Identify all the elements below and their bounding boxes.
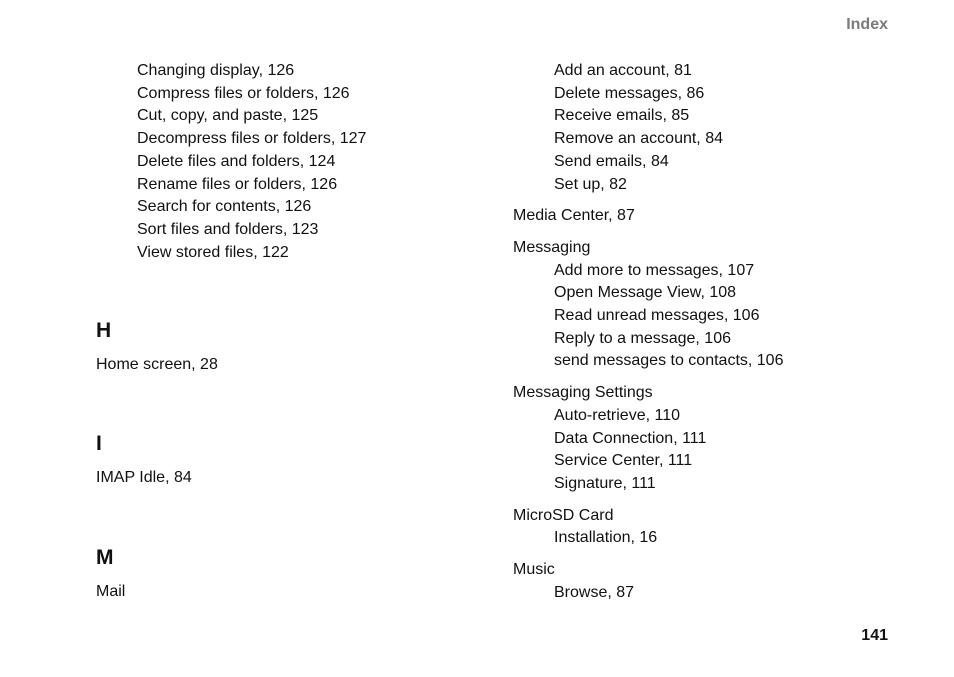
right-column	[513, 60, 893, 613]
section-letter: M	[96, 546, 114, 569]
section-m	[96, 545, 125, 604]
index-subentry: Read unread messages, 106	[554, 307, 760, 325]
section-i	[96, 431, 192, 490]
running-header: Index	[846, 16, 888, 33]
index-group-messaging	[513, 237, 893, 373]
section-h	[96, 318, 218, 377]
index-subentry: Set up, 82	[554, 175, 627, 193]
index-subentry: Remove an account, 84	[554, 130, 723, 148]
index-subentry: Compress files or folders, 126	[137, 84, 350, 102]
index-group-messaging-settings	[513, 382, 893, 496]
index-subentry: Reply to a message, 106	[554, 329, 731, 347]
index-subentry: Delete messages, 86	[554, 84, 705, 102]
index-subentry: Add an account, 81	[554, 62, 692, 79]
page-number: 141	[861, 627, 888, 644]
index-subentry: send messages to contacts, 106	[554, 352, 784, 370]
section-letter: H	[96, 319, 112, 342]
index-subentry: Installation, 16	[554, 529, 658, 547]
index-entry: Messaging Settings	[513, 384, 653, 402]
index-subentry: Auto-retrieve, 110	[554, 406, 680, 424]
index-subentry: Delete files and folders, 124	[137, 152, 336, 170]
index-subentry: Changing display, 126	[137, 62, 295, 79]
index-group-microsd-card	[513, 505, 893, 550]
index-entry: Home screen, 28	[96, 356, 218, 373]
index-subentry: Signature, 111	[554, 474, 656, 492]
index-subentry: Add more to messages, 107	[554, 261, 755, 279]
index-entry: Music	[513, 561, 555, 579]
index-group-media-center	[513, 205, 893, 228]
index-subentry: Open Message View, 108	[554, 284, 737, 302]
index-subentry: Search for contents, 126	[137, 198, 312, 216]
index-subentry: Sort files and folders, 123	[137, 220, 319, 238]
index-subentry: Service Center, 111	[554, 452, 693, 470]
index-entry: MicroSD Card	[513, 506, 614, 524]
left-column	[96, 60, 476, 264]
index-subentry: Decompress files or folders, 127	[137, 130, 367, 148]
index-subentry: Rename files or folders, 126	[137, 175, 338, 193]
index-entry: Messaging	[513, 238, 591, 256]
index-entry: Media Center, 87	[513, 207, 635, 225]
index-subentry: Data Connection, 111	[554, 429, 707, 447]
index-subentry: Browse, 87	[554, 583, 635, 601]
index-subentry: View stored files, 122	[137, 243, 289, 261]
section-letter: I	[96, 432, 102, 455]
index-entry: IMAP Idle, 84	[96, 469, 192, 486]
index-subentry: Receive emails, 85	[554, 107, 690, 125]
index-subentry: Cut, copy, and paste, 125	[137, 107, 319, 125]
index-entry: Mail	[96, 583, 126, 600]
index-subentry: Send emails, 84	[554, 152, 669, 170]
index-group-music	[513, 559, 893, 604]
mail-subentry-group	[513, 60, 893, 196]
